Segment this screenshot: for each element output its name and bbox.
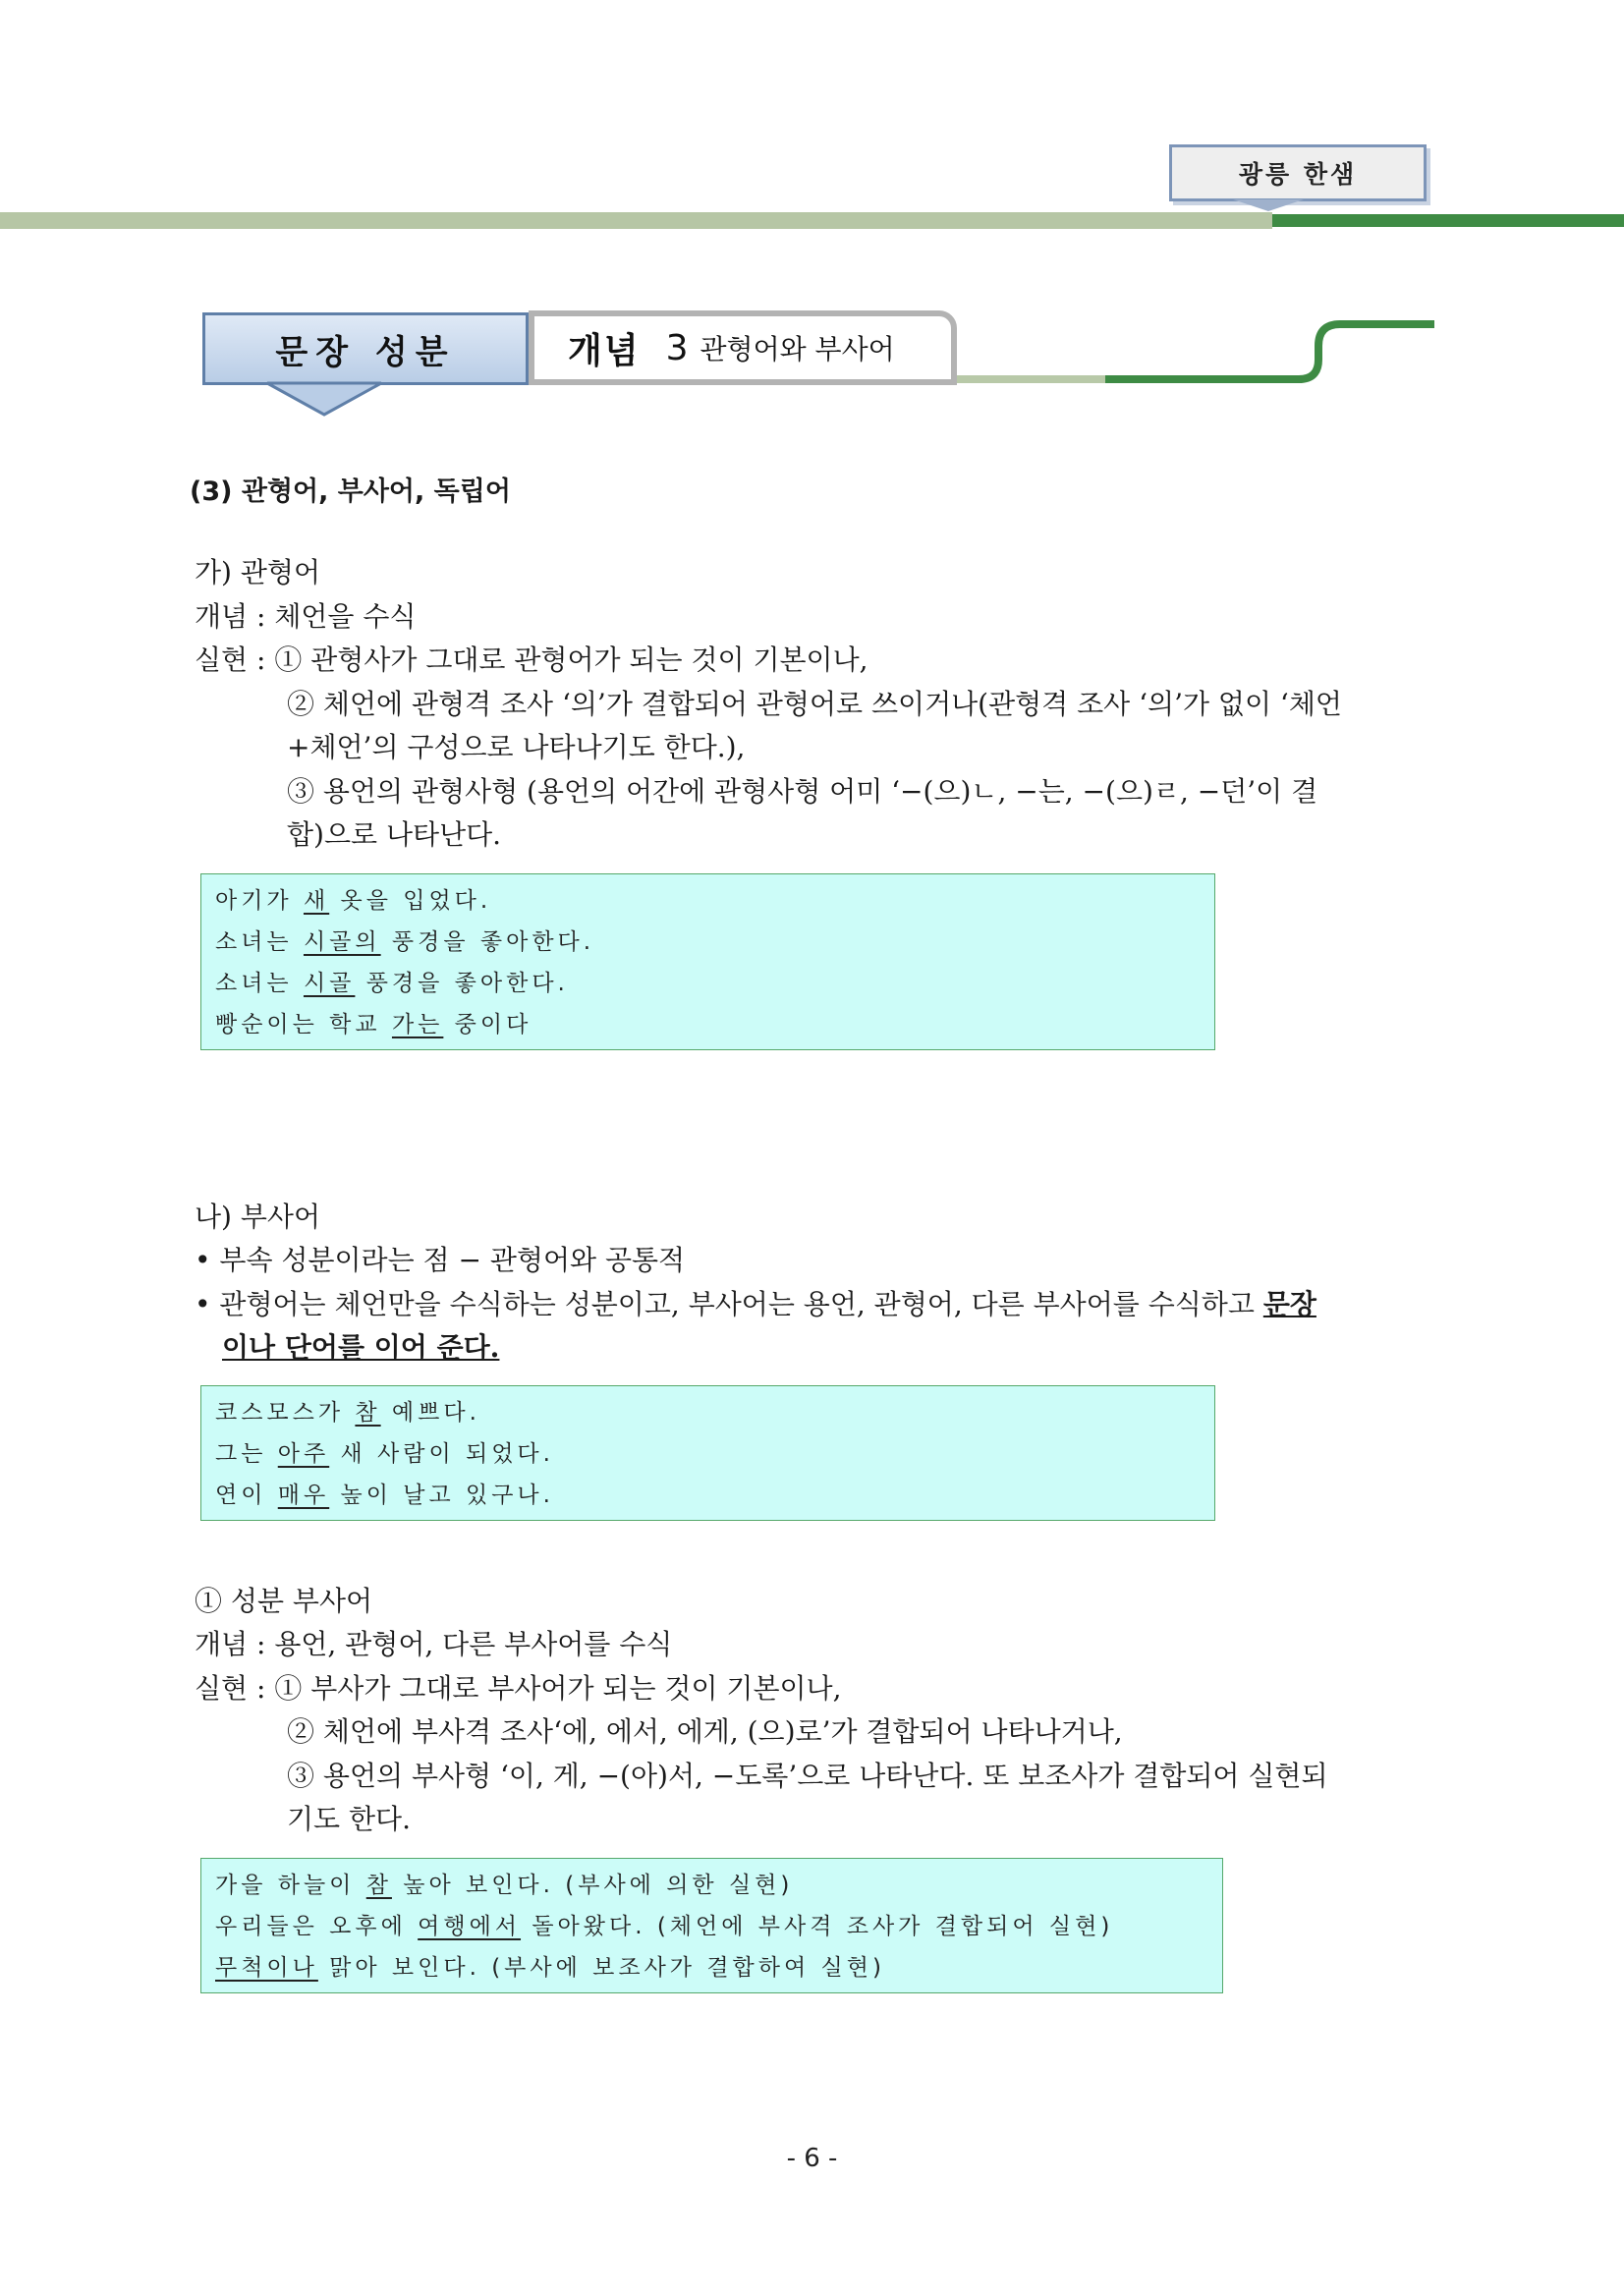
part-b-title: 나) 부사어	[195, 1201, 321, 1233]
example-line: 무척이나 맑아 보인다. (부사에 보조사가 결합하여 실현)	[215, 1955, 885, 1981]
part-c-line: ③ 용언의 부사형 ‘이, 게, −(아)서, −도록’으로 나타난다. 또 보조사가 결합되어 실현되	[287, 1760, 1328, 1792]
part-a-line: 개념 : 체언을 수식	[195, 600, 417, 633]
part-a-line: 합)으로 나타난다.	[287, 818, 502, 851]
example-line: 우리들은 오후에 여행에서 돌아왔다. (체언에 부사격 조사가 결합되어 실현)	[215, 1914, 1114, 1939]
concept-label: 개념	[568, 330, 641, 371]
example-line: 연이 매우 높이 날고 있구나.	[215, 1483, 554, 1508]
part-a-line: +체언’의 구성으로 나타나기도 한다.),	[287, 731, 746, 763]
part-a-line: ② 체언에 관형격 조사 ‘의’가 결합되어 관형어로 쓰이거나(관형격 조사 ‘의’가 없이 ‘체언	[287, 688, 1342, 720]
part-c-line: 기도 한다.	[287, 1803, 411, 1835]
part-b-bullet: • 관형어는 체언만을 수식하는 성분이고, 부사어는 용언, 관형어, 다른 부사어를 수식하고 문장	[195, 1288, 1316, 1320]
part-a-title: 가) 관형어	[195, 556, 321, 588]
part-b-bullet-cont: 이나 단어를 이어 준다.	[222, 1331, 500, 1364]
part-c-line: 실현 : ① 부사가 그대로 부사어가 되는 것이 기본이나,	[195, 1672, 842, 1705]
example-box-c	[200, 1858, 1223, 1993]
part-a-line: 실현 : ① 관형사가 그대로 관형어가 되는 것이 기본이나,	[195, 644, 868, 676]
example-line: 그는 아주 새 사람이 되었다.	[215, 1441, 554, 1467]
example-box-a	[200, 873, 1215, 1050]
part-c-title: ① 성분 부사어	[195, 1585, 373, 1617]
example-line: 아기가 새 옷을 입었다.	[215, 888, 492, 914]
section-arrow-icon	[265, 381, 383, 417]
concept-tab	[529, 310, 957, 385]
part-c-line: ② 체언에 부사격 조사‘에, 에서, 에게, (으)로’가 결합되어 나타나거나,	[287, 1715, 1123, 1748]
part-c-line: 개념 : 용언, 관형어, 다른 부사어를 수식	[195, 1628, 673, 1660]
example-box-b	[200, 1385, 1215, 1521]
example-line: 빵순이는 학교 가는 중이다	[215, 1012, 532, 1037]
example-line: 코스모스가 참 예쁘다.	[215, 1400, 480, 1426]
brand-label: 광릉 한샘	[1169, 144, 1427, 201]
example-line: 소녀는 시골 풍경을 좋아한다.	[215, 971, 569, 996]
section-heading: (3) 관형어, 부사어, 독립어	[190, 476, 511, 507]
page-number: - 6 -	[786, 2144, 838, 2173]
example-line: 소녀는 시골의 풍경을 좋아한다.	[215, 929, 595, 955]
concept-title: 관형어와 부사어	[700, 333, 895, 365]
concept-number: 3	[665, 327, 689, 368]
part-a-line: ③ 용언의 관형사형 (용언의 어간에 관형사형 어미 ‘−(으)ㄴ, −는, −(으)ㄹ, −던’이 결	[287, 775, 1318, 808]
section-title: 문장 성분	[202, 312, 529, 385]
example-line: 가을 하늘이 참 높아 보인다. (부사에 의한 실현)	[215, 1873, 794, 1898]
part-b-bullet: • 부속 성분이라는 점 − 관형어와 공통적	[195, 1244, 686, 1276]
